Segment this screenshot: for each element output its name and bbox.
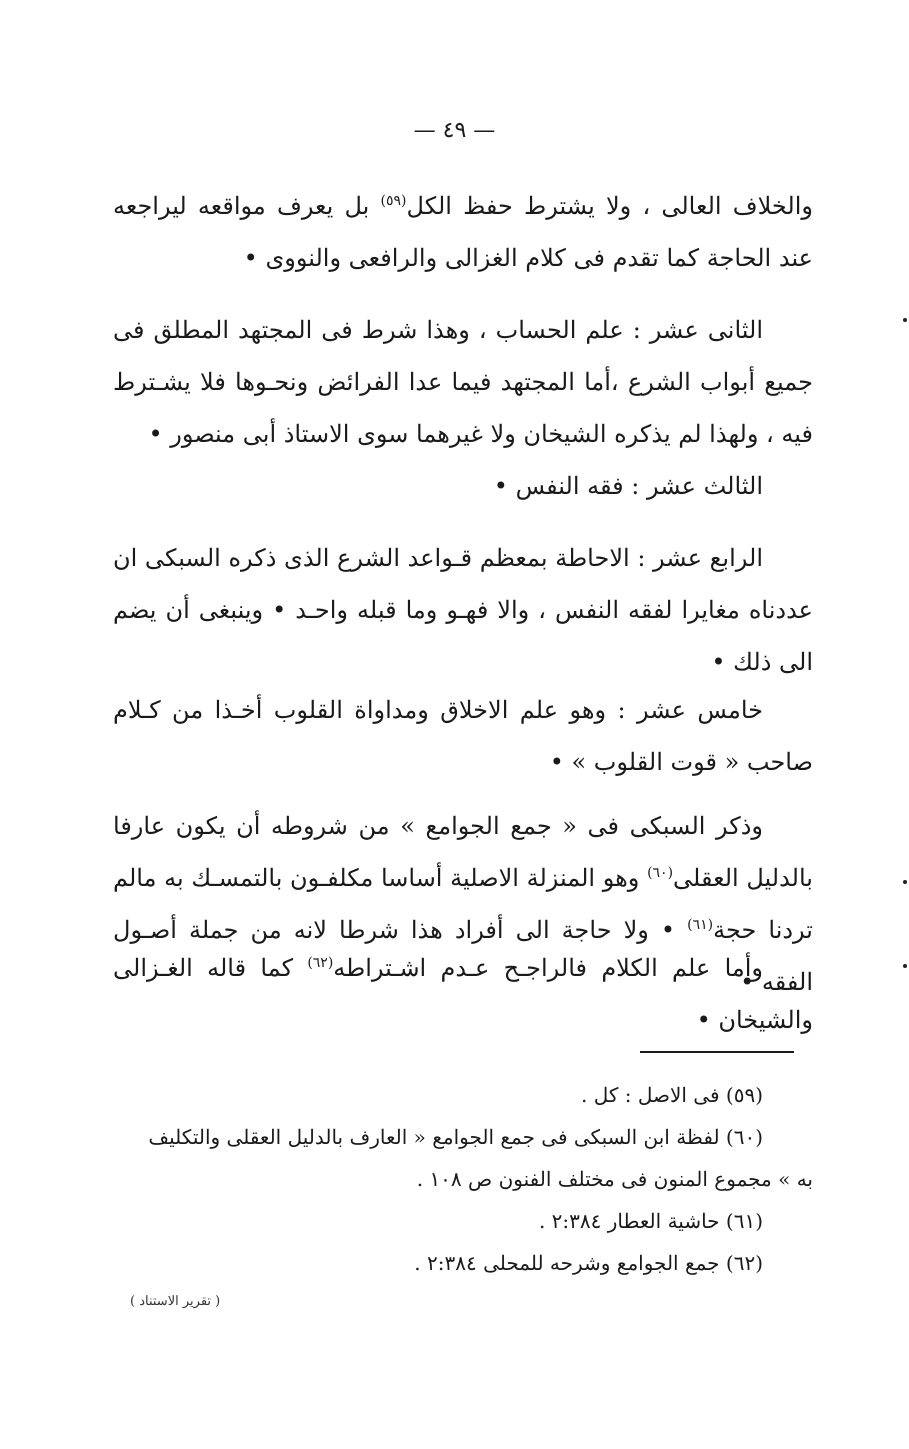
paragraph-4 [113, 532, 813, 688]
footnote-ref-61: (٦١) [687, 917, 714, 933]
paragraph-text: والخلاف العالى ، ولا يشترط حفظ الكل [406, 192, 813, 220]
margin-speck [903, 318, 907, 322]
paragraph-3 [113, 460, 813, 512]
margin-speck [903, 964, 907, 968]
footnote-ref-60: (٦٠) [647, 865, 674, 881]
paragraph-1 [113, 180, 813, 284]
footnote-59: (٥٩) فى الاصل : كل . [581, 1083, 763, 1107]
paragraph-text: وهو المنزلة الاصلية أساسا مكلفـون بالتمسـك به مالم تردنا حجة [113, 864, 813, 944]
paragraph-text: الثالث عشر : فقه النفس • [493, 472, 763, 500]
footnotes [113, 1074, 813, 1284]
paragraph-text: الرابع عشر : الاحاطة بمعظم قـواعد الشرع الذى ذكره السبكى ان عددناه مغايرا لفقه النفس ، والا فهـو وما قبله واحـد • وينبغى أن يضم الى ذلك • [113, 544, 813, 676]
footnote-60-continued: به » مجموع المنون فى مختلف الفنون ص ١٠٨ . [416, 1167, 813, 1191]
footnote-62: (٦٢) جمع الجوامع وشرحه للمحلى ٢:٣٨٤ . [414, 1251, 763, 1275]
paragraph-text: كما قاله الغـزالى والشيخان • [113, 954, 813, 1034]
footnote-ref-59: (٥٩) [380, 193, 407, 209]
paragraph-5 [113, 684, 813, 788]
footnote-separator [640, 1051, 794, 1053]
paragraph-text: الثانى عشر : علم الحساب ، وهذا شرط فى المجتهد المطلق فى جميع أبواب الشرع ،أما المجتهد فيما عدا الفرائض ونحـوها فلا يشـترط فيه ، ولهذا لم يذكره الشيخان ولا غيرهما سوى الاستاذ أبى منصور • [113, 316, 813, 448]
footnote-61: (٦١) حاشية العطار ٢:٣٨٤ . [538, 1209, 763, 1233]
margin-speck [903, 880, 907, 884]
paragraph-text: وأما علم الكلام فالراجـح عـدم اشـتراطه [333, 954, 764, 982]
paragraph-text: خامس عشر : وهو علم الاخلاق ومداواة القلوب أخـذا من كـلام صاحب « قوت القلوب » • [113, 696, 813, 776]
paragraph-2 [113, 304, 813, 460]
page-number: — ٤٩ — [413, 118, 496, 143]
running-footer: ( تقرير الاستناد ) [130, 1294, 221, 1309]
paragraph-text: بل يعرف مواقعه ليراجعه عند الحاجة كما تقدم فى كلام الغزالى والرافعى والنووى • [113, 192, 813, 272]
footnote-60: (٦٠) لفظة ابن السبكى فى جمع الجوامع « العارف بالدليل العقلى والتكليف [148, 1125, 763, 1149]
footnote-ref-62: (٦٢) [307, 955, 334, 971]
paragraph-text: وذكر السبكى فى « جمع الجوامع » من شروطه أن يكون عارفا بالدليل العقلى [113, 812, 813, 892]
paragraph-text: • ولا حاجة الى أفراد هذا شرطا لانه من جملة أصـول الفقه • [113, 916, 813, 996]
paragraph-7 [113, 942, 813, 1046]
